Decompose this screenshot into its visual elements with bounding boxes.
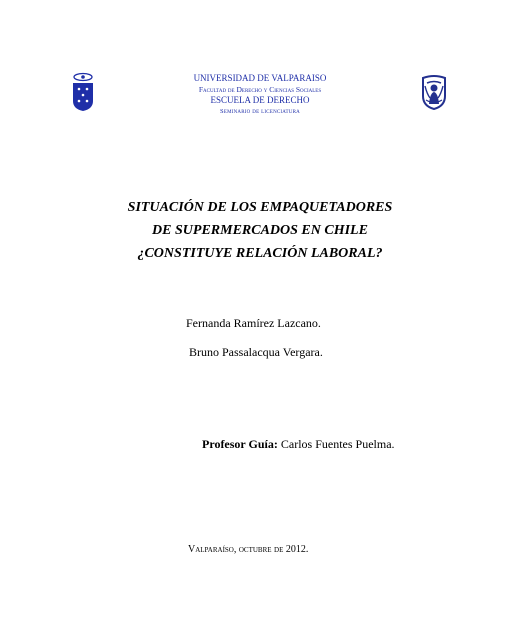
thesis-title bbox=[60, 196, 460, 265]
professor-guide bbox=[202, 437, 395, 452]
title-line-1: SITUACIÓN DE LOS EMPAQUETADORES bbox=[127, 200, 393, 215]
seminar-name: Seminario de licenciatura bbox=[220, 108, 300, 115]
author-name: Fernanda Ramírez Lazcano. bbox=[186, 316, 321, 330]
title-line-2: DE SUPERMERCADOS EN CHILE bbox=[152, 223, 368, 238]
author-name: Bruno Passalacqua Vergara. bbox=[189, 345, 323, 359]
professor-name: Carlos Fuentes Puelma. bbox=[277, 437, 395, 451]
university-name: UNIVERSIDAD DE VALPARAISO bbox=[193, 73, 327, 83]
school-name: ESCUELA DE DERECHO bbox=[210, 95, 310, 105]
university-shield-icon bbox=[71, 72, 95, 112]
professor-label: Profesor Guía: bbox=[202, 437, 278, 451]
title-line-3: ¿CONSTITUYE RELACIÓN LABORAL? bbox=[137, 246, 383, 261]
place-date: Valparaíso, octubre de 2012. bbox=[188, 544, 309, 555]
faculty-name: Facultad de Derecho y Ciencias Sociales bbox=[198, 85, 322, 94]
faculty-seal-icon bbox=[419, 74, 449, 110]
institution-header bbox=[150, 73, 370, 117]
